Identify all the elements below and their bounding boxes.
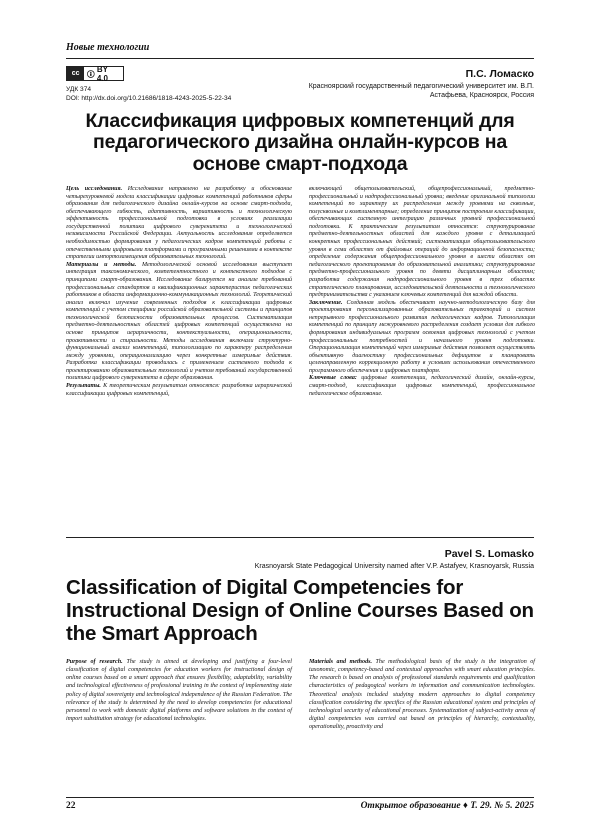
header-divider	[66, 58, 534, 59]
journal-name: Открытое образование	[360, 801, 461, 811]
abstract-paragraph	[309, 186, 535, 300]
paragraph-text: включающей общепользовательский, общепрофессиональный, предметно-профессиональный и надпрофессиональный уровни; введение оригинальной типологии компетенций по характеру их распределения между уровнями на сквозные, полусквозные и комплиментарные; определение принципов построения классификации, обеспечивающих системную интеграцию различных уровней профессиональной подготовки. К практическим результатам относятся: структурирование предметно-деятельностных областей для каждого уровня с детализацией конкретных профессиональных действий; систематизация общепользовательского уровня в семи областях от файловых операций до информационной безопасности; определение содержания общепрофессионального уровня в шести областях от педагогического проектирования до образовательной аналитики; структурирование предметно-профессионального уровня по девяти дисциплинарным областям; разработка содержания надпрофессионального уровня в трех областях стратегического планирования, исследовательской деятельности и технологического предпринимательства с указанием ключевых компетенций для каждой области.	[309, 186, 535, 299]
author-name-en: Pavel S. Lomasko	[444, 548, 534, 560]
abstract-paragraph	[66, 262, 292, 383]
journal-issue: Т. 29. № 5. 2025	[470, 801, 534, 811]
person-icon	[87, 70, 95, 78]
paragraph-text: К теоретическим результатам относятся: разработка иерархической классификации цифровых компетенций,	[66, 383, 292, 397]
footer-divider	[66, 797, 534, 798]
article-meta	[66, 86, 231, 104]
abstract-paragraph	[309, 375, 535, 398]
abstract-paragraph	[309, 300, 535, 376]
article-title-ru: Классификация цифровых компетенций для педагогического дизайна онлайн-курсов на основе смарт-подхода	[85, 110, 515, 175]
doi-link[interactable]: DOI: http://dx.doi.org/10.21686/1818-4243-2025-5-22-34	[66, 94, 232, 102]
abstract-ru-right-column	[309, 186, 535, 398]
journal-info	[361, 801, 534, 811]
affiliation-en: Krasnoyarsk State Pedagogical University named after V.P. Astafyev, Krasnoyarsk, Russia	[254, 563, 534, 570]
abstract-paragraph	[66, 658, 292, 723]
paragraph-label: Заключение.	[309, 299, 343, 306]
paragraph-label: Результаты.	[66, 383, 101, 390]
paragraph-text: The methodological basis of the study is the integration of taxonomic, competency-based and contextual approaches with smart education principles. The research is based on analysis of professional standards requirements and qualification characteristics of pedagogical workers in information and communication technologies. Theoretical analysis included studying modern approaches to digital competency classification considering the specifics of the Russian educational system and principles of technological security of educational processes. Systematization of subject-activity areas of digital competencies was carried out based on principles of hierarchy, contextuality, operationality, proactivity and	[309, 659, 535, 731]
cc-license-badge[interactable]	[66, 66, 124, 81]
abstract-paragraph	[66, 383, 292, 398]
abstract-paragraph	[309, 658, 535, 731]
article-title-en: Classification of Digital Competencies for Instructional Design of Online Courses Based on the Smart Approach	[66, 576, 534, 645]
language-divider	[66, 537, 534, 538]
affiliation-ru: Красноярский государственный педагогический университет им. В.П. Астафьева, Красноярск, Россия	[308, 83, 534, 100]
paragraph-label: Материалы и методы.	[66, 261, 137, 268]
paragraph-text: цифровые компетенции, педагогический дизайн, онлайн-курсы, смарт-подход, классификация цифровых компетенций, профессиональное педагогическое образование.	[309, 375, 535, 397]
paragraph-label: Ключевые слова:	[309, 375, 357, 382]
udk-code: УДК 374	[66, 86, 92, 93]
page-number: 22	[66, 801, 76, 811]
paragraph-label: Цель исследования.	[66, 186, 123, 192]
abstract-paragraph	[66, 186, 292, 262]
paragraph-text: The study is aimed at developing and justifying a four-level classification of digital competencies for education workers for instructional design of online courses based on a smart approach that ensures flexibility, adaptability, variability and technological effectiveness of professional training in the context of implementing state policy of digital sovereignty and technological independence of the Russian Federation. The relevance of the study is determined by the need to develop competencies for educational personnel to work with domestic digital platforms and software solutions in the context of import substitution strategy for educational technologies.	[66, 659, 292, 723]
abstract-en-left-column	[66, 658, 292, 723]
license-text: BY 4.0	[96, 64, 108, 83]
cc-icon: cc	[67, 67, 84, 80]
paragraph-text: Методологической основой исследования выступает интеграция таксономического, компетентностного и контекстного подходов с принципами смарт-образования. Исследование базируется на анализе требований профессиональных стандартов и квалификационных характеристик педагогических работников в области информационно-коммуникационных технологий. Теоретический анализ включал изучение современных подходов к классификации цифровых компетенций с учетом специфики российской образовательной системы и принципов технологической безопасности образовательных процессов. Систематизация предметно-деятельностных областей цифровых компетенций осуществлена на основе принципов иерархичности, контекстуальности, операциональности, проактивности и спиральности. Методы исследования включали структурно-функциональный анализ компетенций, типологизацию по характеру распределения между уровнями, операционализацию через конкретные измеримые действия. Разработка классификации проводилась с применением системного подхода к проектированию образовательных технологий и учетом требований государственной политики цифрового суверенитета в сфере образования.	[66, 261, 292, 382]
paragraph-text: Созданная модель обеспечивает научно-методологическую базу для проектирования персонализированных образовательных траекторий и систем непрерывного профессионального развития педагогических кадров. Типологизация компетенций по принципу межуровневого распределения создает условия для гибкого формирования индивидуальных программ освоения цифровых технологий с учетом профессиональных потребностей и начального уровня подготовки. Операционализация компетенций через измеримые действия позволяет осуществлять объективную диагностику профессиональных дефицитов и планировать целенаправленную коррекционную работу в условиях использования отечественного программного обеспечения и цифровых платформ.	[309, 299, 535, 374]
paragraph-label: Materials and methods.	[309, 659, 373, 665]
diamond-icon: ♦	[462, 801, 468, 811]
paragraph-text: Исследование направлено на разработку и обоснование четырехуровневой модели классификации цифровых компетенций работников сферы образования для педагогического дизайна онлайн-курсов на основе смарт-подхода, обеспечивающего гибкость, адаптивность, вариативность и технологическую эффективность профессиональной подготовки в условиях реализации государственной политики цифрового суверенитета и технологической независимости Российской Федерации. Актуальность исследования определяется необходимостью формирования у педагогических кадров компетенций работы с отечественными цифровыми платформами и программными решениями в контексте стратегии импортозамещения образовательных технологий.	[66, 186, 292, 261]
author-name-ru: П.С. Ломаско	[465, 68, 534, 80]
abstract-en-right-column	[309, 658, 535, 731]
abstract-ru-left-column	[66, 186, 292, 398]
section-heading: Новые технологии	[66, 42, 150, 53]
paragraph-label: Purpose of research.	[66, 659, 123, 665]
license-label	[84, 65, 123, 83]
